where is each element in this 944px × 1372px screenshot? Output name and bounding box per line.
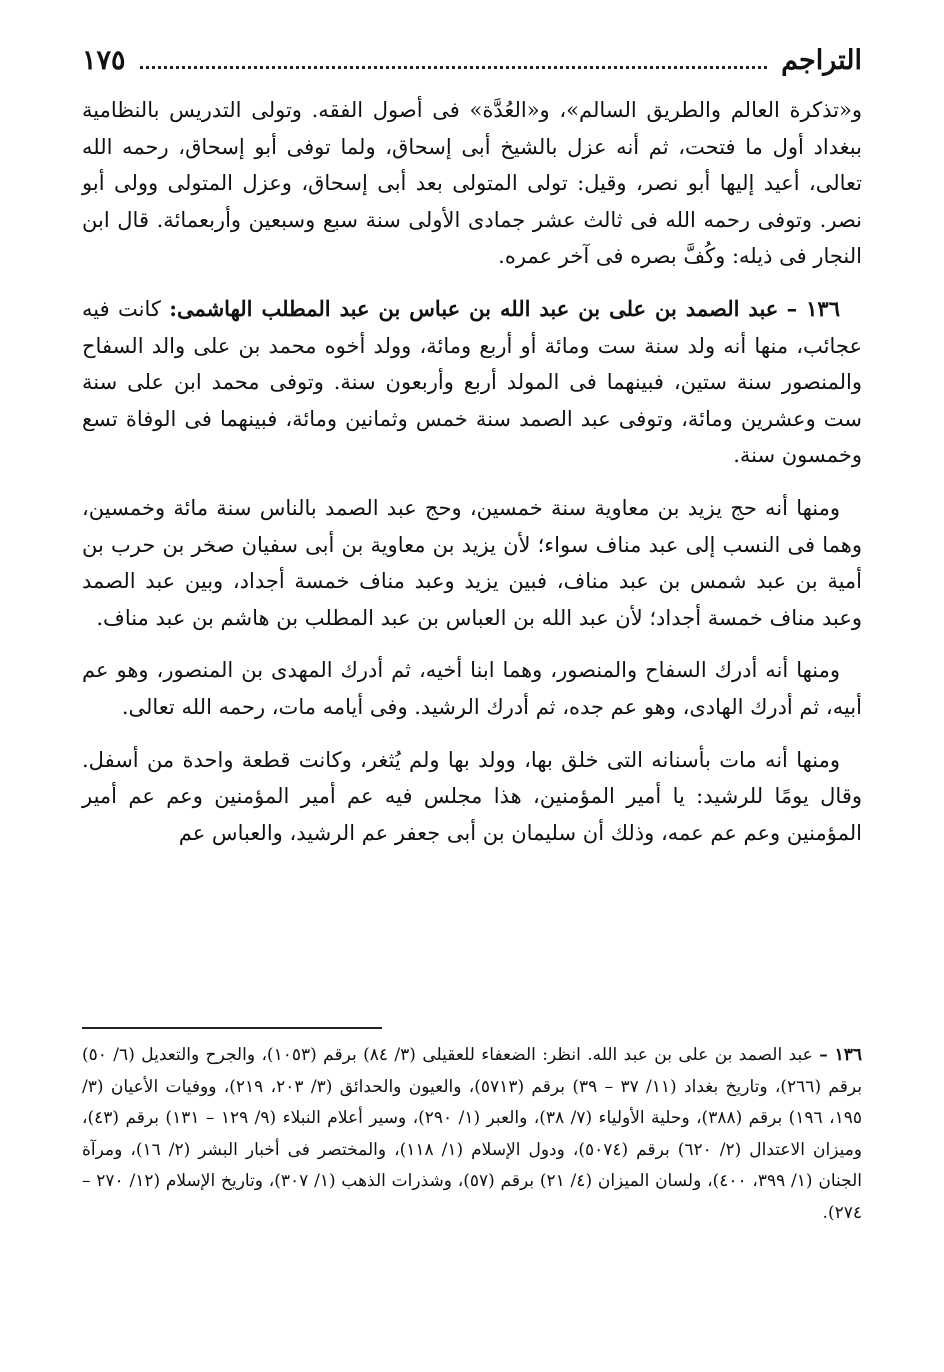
footnote bbox=[82, 1040, 862, 1229]
running-header bbox=[82, 40, 862, 80]
entry-heading: عبد الصمد بن على بن عبد الله بن عباس بن عبد المطلب الهاشمى: bbox=[169, 295, 779, 321]
chapter-title: التراجم bbox=[781, 44, 862, 76]
leader-dots bbox=[140, 52, 768, 69]
paragraph: ومنها أنه مات بأسنانه التى خلق بها، وولد بها ولم يُثغر، وكانت قطعة واحدة من أسفل. وقال يومًا للرشيد: يا أمير المؤمنين، هذا مجلس فيه عم أمير المؤمنين وعم عم أمير المؤمنين وعم عم عمه، وذلك أن سليمان بن أبى جعفر عم الرشيد، والعباس عم bbox=[82, 747, 863, 845]
footnote-number: ١٣٦ – bbox=[819, 1045, 863, 1065]
entry-text: كانت فيه عجائب، منها أنه ولد سنة ست ومائة أو أربع ومائة، وولد أخوه محمد بن على والد السفاح والمنصور سنة ستين، فبينهما فى المولد أربع وأربعون سنة. وتوفى محمد ابن على سنة ست وعشرين ومائة، وتوفى عبد الصمد سنة خمس وثمانين ومائة، فبينهما فى الوفاة تسع وخمسون سنة. bbox=[82, 296, 862, 468]
paragraph: ومنها أنه حج يزيد بن معاوية سنة خمسين، وحج عبد الصمد بالناس سنة مائة وخمسين، وهما فى النسب إلى عبد مناف سواء؛ لأن يزيد بن معاوية بن أبى سفيان صخر بن حرب بن أمية بن عبد شمس بن عبد مناف، فبين يزيد وعبد مناف خمسة أجداد، وبين عبد الصمد وعبد مناف خمسة أجداد؛ لأن عبد الله بن العباس بن عبد المطلب بن هاشم بن عبد مناف. bbox=[82, 495, 862, 630]
main-text bbox=[82, 92, 862, 867]
paragraph: و«تذكرة العالم والطريق السالم»، و«العُدَّة» فى أصول الفقه. وتولى التدريس بالنظامية ببغداد أول ما فتحت، ثم أنه عزل بالشيخ أبى إسحاق، ولما توفى أبو إسحاق، رحمه الله تعالى، أعيد إليها أبو نصر، وقيل: تولى المتولى بعد أبى إسحاق، وعزل المتولى وولى أبو نصر. وتوفى رحمه الله فى ثالث عشر جمادى الأولى سنة سبع وسبعين وأربعمائة. قال ابن النجار فى ذيله: وكُفَّ بصره فى آخر عمره. bbox=[82, 98, 862, 269]
footnote-text: عبد الصمد بن على بن عبد الله. انظر: الضعفاء للعقيلى (٣/ ٨٤) برقم (١٠٥٣)، والجرح والتعديل (٦/ ٥٠) برقم (٢٦٦)، وتاريخ بغداد (١١/ ٣٧ – ٣٩) برقم (٥٧١٣)، والعيون والحدائق (٣/ ٢٠٣، ٢١٩)، ووفيات الأعيان (٣/ ١٩٥، ١٩٦) برقم (٣٨٨)، وحلية الأولياء (٧/ ٣٨)، والعبر (١/ ٢٩٠)، وسير أعلام النبلاء (٩/ ١٢٩ – ١٣١) برقم (٤٣)، وميزان الاعتدال (٢/ ٦٢٠) برقم (٥٠٧٤)، ودول الإسلام (١/ ١١٨)، والمختصر فى أخبار البشر (٢/ ١٦)، ومرآة الجنان (١/ ٣٩٩، ٤٠٠)، ولسان الميزان (٤/ ٢١) برقم (٥٧)، وشذرات الذهب (١/ ٣٠٧)، وتاريخ الإسلام (١٢/ ٢٧٠ – ٢٧٤). bbox=[82, 1045, 863, 1223]
biography-entry-paragraph bbox=[82, 291, 862, 474]
page-number: ١٧٥ bbox=[82, 44, 126, 76]
paragraph: ومنها أنه أدرك السفاح والمنصور، وهما ابنا أخيه، ثم أدرك المهدى بن المنصور، وهو عم أبيه، ثم أدرك الهادى، وهو عم جده، ثم أدرك الرشيد. وفى أيامه مات، رحمه الله تعالى. bbox=[82, 658, 862, 719]
entry-number: ١٣٦ – bbox=[786, 295, 840, 321]
footnote-separator bbox=[82, 1027, 382, 1029]
book-page bbox=[82, 30, 862, 1350]
